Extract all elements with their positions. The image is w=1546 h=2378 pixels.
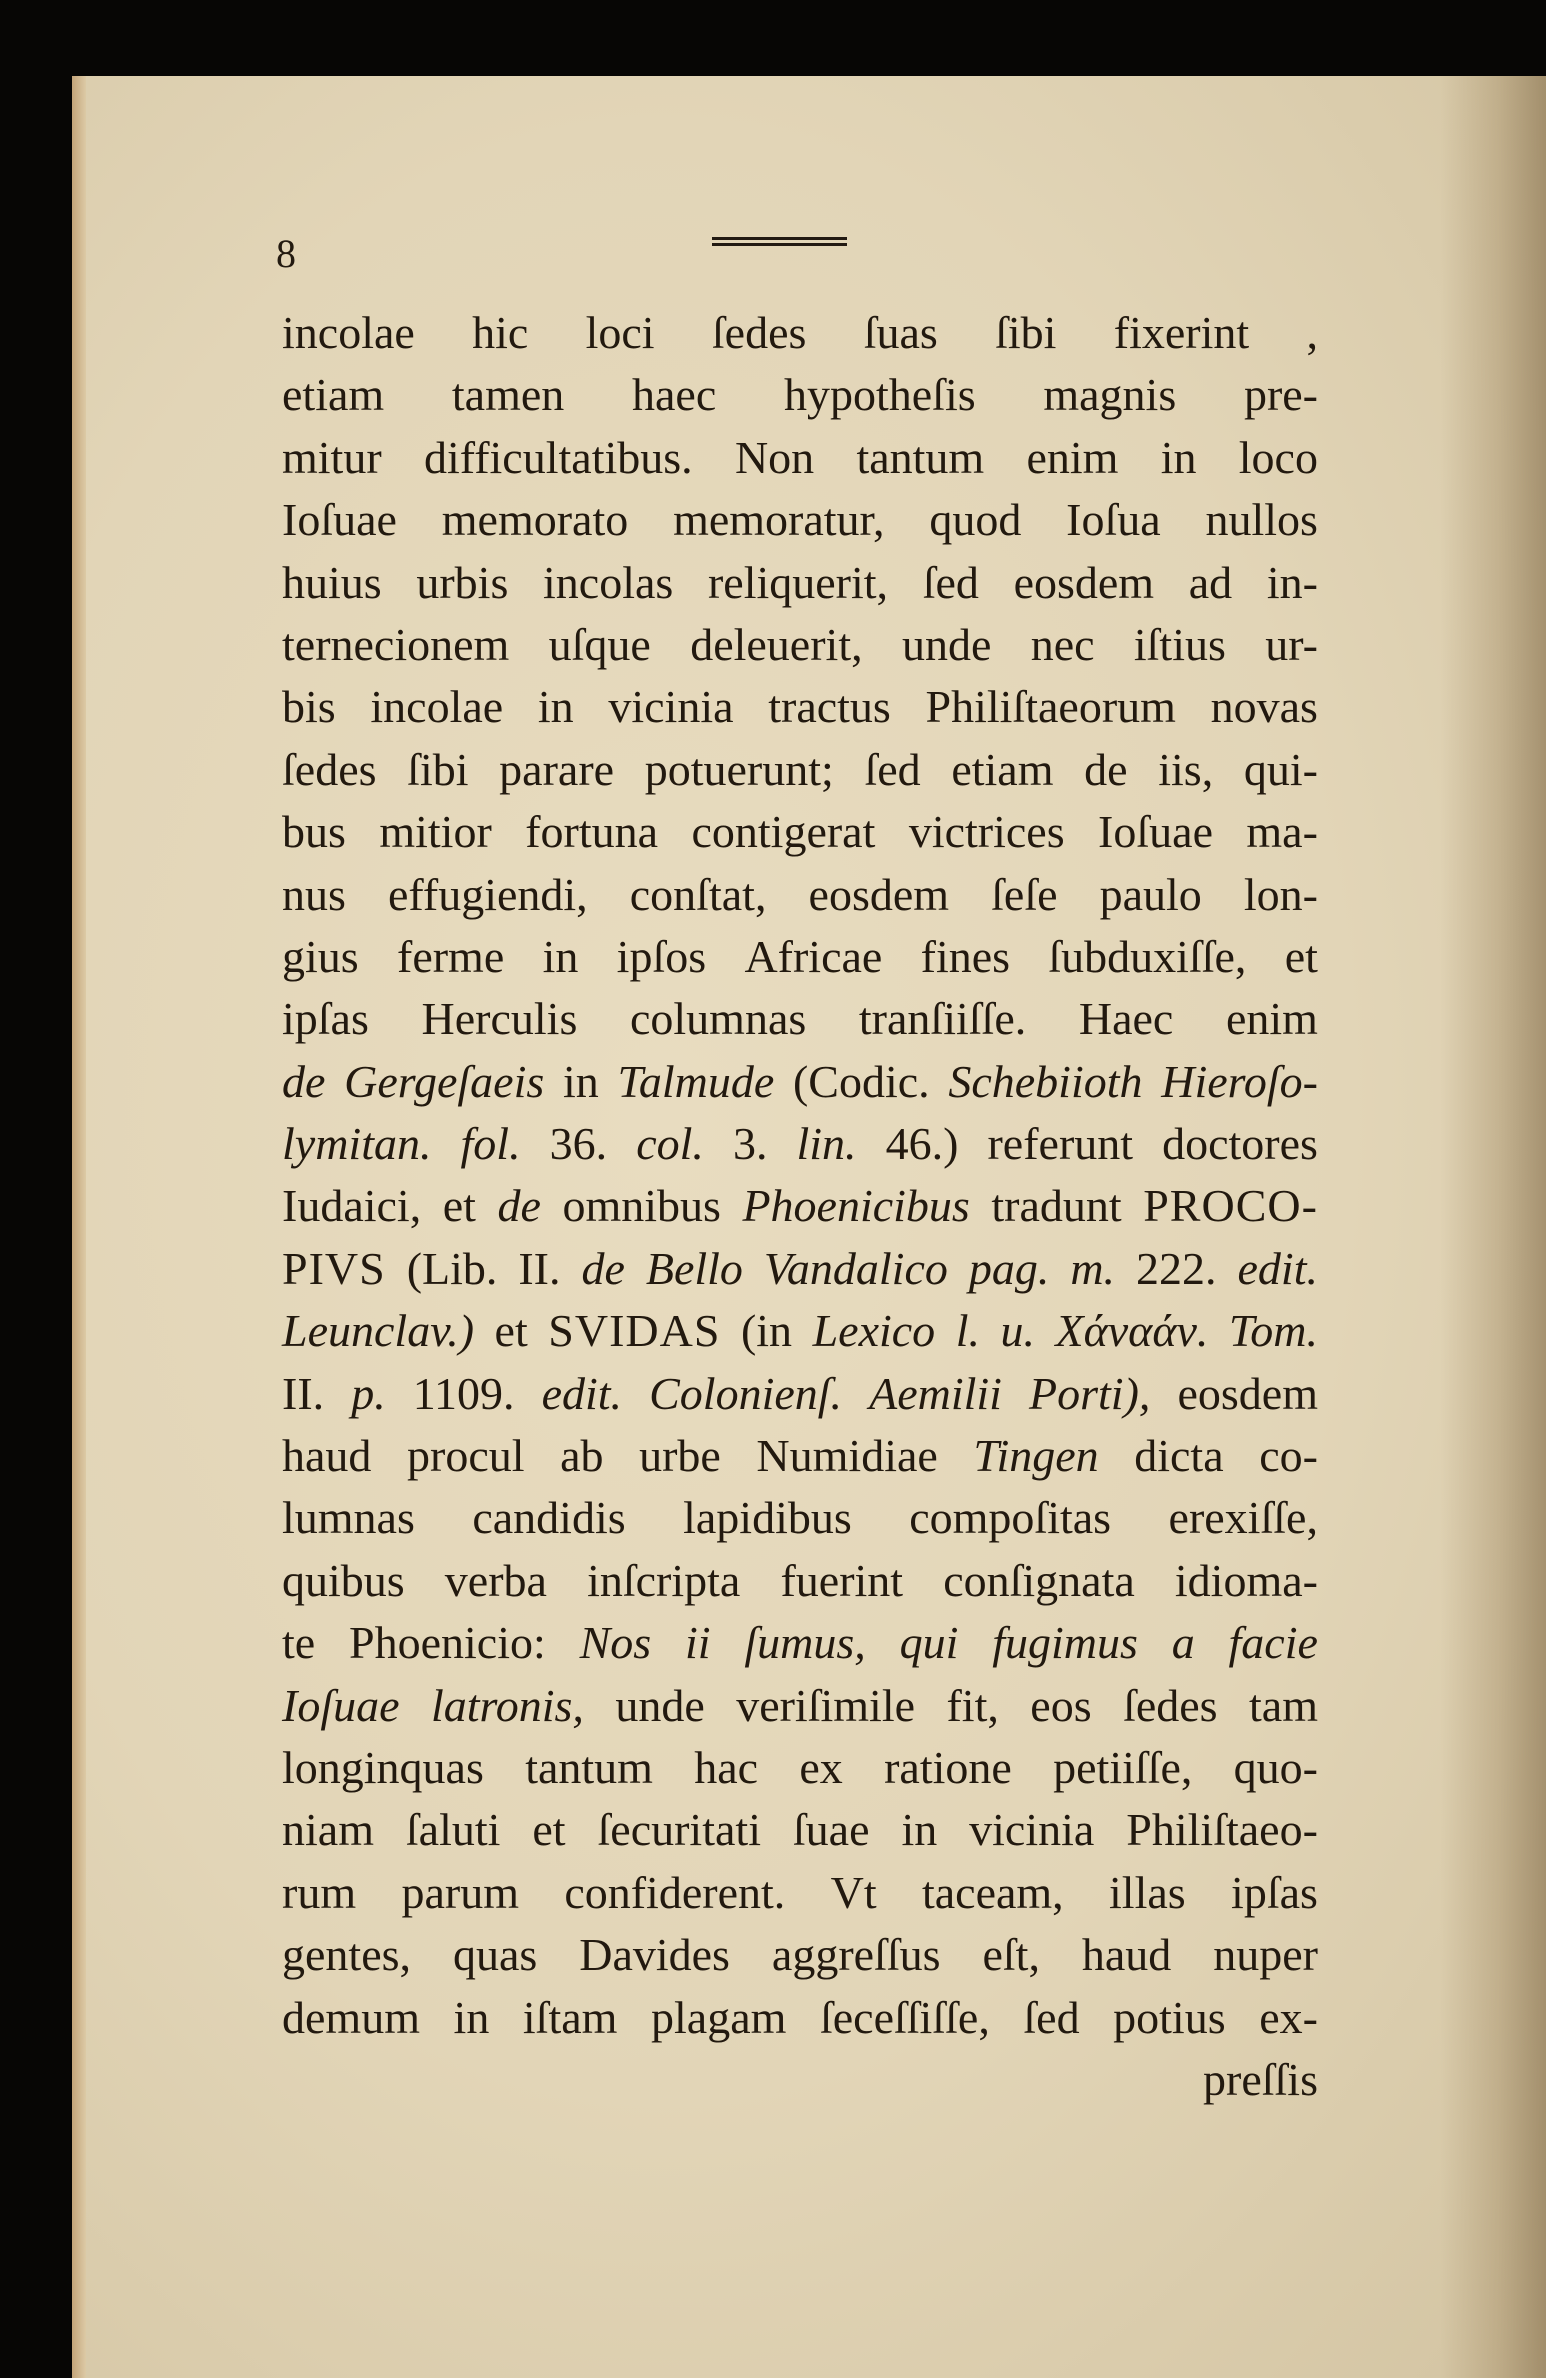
word: ſaluti — [405, 1804, 501, 1856]
word: Philiſtaeo- — [1126, 1804, 1318, 1856]
word: ipſas — [282, 993, 369, 1045]
word: iſtius — [1133, 618, 1226, 670]
word: fugimus — [992, 1617, 1138, 1669]
text-line — [282, 1675, 1318, 1737]
word: longinquas — [282, 1741, 484, 1793]
text-line — [282, 1924, 1318, 1986]
word: taceam, — [921, 1866, 1064, 1918]
word: conſtat, — [629, 868, 767, 920]
word: ternecionem — [282, 618, 510, 670]
word: enim — [1026, 431, 1119, 483]
word: 36. — [549, 1118, 608, 1170]
word: ur- — [1265, 618, 1318, 670]
word: lumnas — [282, 1492, 415, 1544]
word: etiam — [282, 369, 385, 421]
word: co- — [1259, 1430, 1318, 1482]
word: contigerat — [691, 806, 876, 858]
word: incolae — [370, 681, 504, 733]
word: uſque — [548, 618, 651, 670]
word: lapidibus — [683, 1492, 852, 1544]
word: col. — [636, 1118, 704, 1170]
word: (Codic. — [792, 1055, 930, 1107]
word: in — [901, 1804, 938, 1856]
word: petiiſſe, — [1053, 1741, 1193, 1793]
text-line — [282, 1425, 1318, 1487]
word: tantum — [525, 1741, 653, 1793]
word: ipſas — [1231, 1866, 1318, 1918]
word: Bello — [645, 1242, 743, 1294]
word: niam — [282, 1804, 374, 1856]
word: ſedes — [711, 307, 807, 358]
word: ſumus, — [744, 1617, 866, 1669]
word: loco — [1238, 431, 1318, 483]
word: tractus — [768, 681, 891, 733]
word: memorato — [441, 494, 629, 546]
word: nuper — [1213, 1929, 1318, 1981]
word: nec — [1030, 618, 1095, 670]
word: Colonienſ. — [649, 1367, 843, 1419]
word: iſtam — [522, 1991, 618, 2043]
text-line — [282, 1737, 1318, 1799]
word: lymitan. — [282, 1118, 432, 1170]
text-line — [282, 2049, 1318, 2111]
word: Herculis — [421, 993, 578, 1045]
word: tam — [1249, 1679, 1318, 1731]
text-line — [282, 364, 1318, 426]
body-text — [282, 302, 1318, 2111]
word: eosdem — [1177, 1367, 1318, 1419]
word: ſed — [864, 743, 921, 795]
word: Haec — [1078, 993, 1174, 1045]
word: incolas — [543, 556, 674, 608]
page-edge — [72, 76, 86, 2378]
word: demum — [282, 1991, 420, 2043]
word: reliquerit, — [707, 556, 889, 608]
word: erexiſſe, — [1168, 1492, 1318, 1544]
word: de — [581, 1242, 625, 1294]
word: Hieroſo- — [1161, 1055, 1318, 1107]
word: unde — [901, 618, 992, 670]
word: tantum — [856, 431, 985, 483]
text-line — [282, 1550, 1318, 1612]
text-line — [282, 801, 1318, 863]
word: Africae — [744, 930, 883, 982]
word: urbe — [639, 1430, 721, 1482]
word: Lexico — [812, 1305, 936, 1357]
word: bus — [282, 806, 346, 858]
word: tradunt — [991, 1180, 1122, 1232]
word: quo- — [1233, 1741, 1318, 1793]
word: et — [1284, 930, 1318, 982]
word: ratione — [884, 1741, 1012, 1793]
word: tranſiiſſe. — [858, 993, 1027, 1045]
word: idioma- — [1174, 1554, 1318, 1606]
word: Porti), — [1029, 1367, 1151, 1419]
word: hypotheſis — [783, 369, 976, 421]
text-line — [282, 552, 1318, 614]
word: in- — [1266, 556, 1318, 608]
word: omnibus — [562, 1180, 721, 1232]
word: 222. — [1136, 1242, 1217, 1294]
word: fit, — [946, 1679, 999, 1731]
text-line — [282, 614, 1318, 676]
word: Ioſua — [1066, 494, 1161, 546]
word: Phoenicio: — [349, 1617, 546, 1669]
word: vicinia — [969, 1804, 1095, 1856]
word: edit. — [1237, 1242, 1318, 1294]
word: ſeſe — [991, 868, 1058, 920]
word: (Lib. — [406, 1242, 498, 1294]
word: incolae — [282, 307, 415, 358]
word: memoratur, — [673, 494, 885, 546]
word: Vt — [830, 1866, 877, 1918]
word: edit. — [541, 1367, 623, 1419]
word: latronis, — [430, 1679, 584, 1731]
word: doctores — [1162, 1118, 1318, 1170]
text-line — [282, 926, 1318, 988]
word: lon- — [1243, 868, 1318, 920]
word: mitior — [379, 806, 492, 858]
word: ſuas — [863, 307, 938, 358]
word: te — [282, 1617, 316, 1669]
text-line — [282, 739, 1318, 801]
word: mitur — [282, 431, 382, 483]
word: illas — [1109, 1866, 1186, 1918]
word: ferme — [397, 930, 505, 982]
word: Ioſuae — [282, 1679, 400, 1731]
word: compoſitas — [909, 1492, 1112, 1544]
word: dicta — [1134, 1430, 1224, 1482]
word: facie — [1228, 1617, 1318, 1669]
word: Tom. — [1228, 1305, 1318, 1357]
word: parare — [499, 743, 615, 795]
word: Philiſtaeorum — [925, 681, 1176, 733]
word: in — [542, 930, 579, 982]
word: vicinia — [608, 681, 734, 733]
word: Ioſuae — [1098, 806, 1213, 858]
word: columnas — [629, 993, 807, 1045]
text-line — [282, 1113, 1318, 1175]
word: etiam — [951, 743, 1054, 795]
word: deleuerit, — [690, 618, 863, 670]
word: ſubduxiſſe, — [1048, 930, 1247, 982]
word: procul — [407, 1430, 525, 1482]
word: Gergeſaeis — [344, 1055, 545, 1107]
word: II. — [518, 1242, 561, 1294]
word: fuerint — [780, 1554, 904, 1606]
word: novas — [1210, 681, 1318, 733]
word: ipſos — [616, 930, 707, 982]
text-line — [282, 1238, 1318, 1300]
word: referunt — [987, 1118, 1134, 1170]
word: candidis — [472, 1492, 626, 1544]
word: SVIDAS — [548, 1305, 721, 1357]
word: paulo — [1099, 868, 1202, 920]
word: preſſis — [1203, 2053, 1318, 2105]
word: quibus — [282, 1554, 405, 1606]
word: hic — [472, 307, 529, 358]
word: ma- — [1246, 806, 1318, 858]
word: Numidiae — [756, 1430, 938, 1482]
word: et — [532, 1804, 566, 1856]
word: PROCO- — [1143, 1180, 1318, 1232]
word: eosdem — [1013, 556, 1155, 608]
word: veriſimile — [736, 1679, 916, 1731]
text-line — [282, 302, 1318, 364]
word: ii — [685, 1617, 711, 1669]
word: eos — [1030, 1679, 1092, 1731]
word: haud — [282, 1430, 372, 1482]
word: confiderent. — [564, 1866, 786, 1918]
word: quod — [929, 494, 1022, 546]
word: ſedes — [1123, 1679, 1218, 1731]
word: haud — [1081, 1929, 1172, 1981]
word: de — [1084, 743, 1128, 795]
word: gius — [282, 930, 359, 982]
word: loci — [585, 307, 655, 358]
word: nus — [282, 868, 346, 920]
word: hac — [694, 1741, 759, 1793]
text-line — [282, 676, 1318, 738]
word: in — [453, 1991, 490, 2043]
word: ſibi — [995, 307, 1057, 358]
binding-shadow — [1440, 76, 1546, 2378]
word: 3. — [732, 1118, 768, 1170]
word: Vandalico — [763, 1242, 948, 1294]
word: (in — [740, 1305, 793, 1357]
word: eſt, — [982, 1929, 1040, 1981]
word: ſibi — [407, 743, 469, 795]
word: enim — [1225, 993, 1318, 1045]
text-line — [282, 1051, 1318, 1113]
word: fines — [920, 930, 1011, 982]
word: aggreſſus — [771, 1929, 941, 1981]
word: unde — [615, 1679, 705, 1731]
word: gentes, — [282, 1929, 412, 1981]
word: conſignata — [943, 1554, 1135, 1606]
word: potuerunt; — [644, 743, 834, 795]
text-line — [282, 1363, 1318, 1425]
word: haec — [632, 369, 717, 421]
word: ſuae — [792, 1804, 870, 1856]
word: eosdem — [808, 868, 950, 920]
text-line — [282, 864, 1318, 926]
word: Non — [734, 431, 815, 483]
text-line — [282, 1175, 1318, 1237]
word: Leunclav.) — [282, 1305, 475, 1357]
word: iis, — [1158, 743, 1214, 795]
word: m. — [1070, 1242, 1116, 1294]
word: Schebiioth — [948, 1055, 1143, 1107]
word: pre- — [1243, 369, 1318, 421]
text-line — [282, 427, 1318, 489]
word: magnis — [1043, 369, 1177, 421]
word: 46.) — [885, 1118, 959, 1170]
text-line — [282, 1487, 1318, 1549]
word: l. — [955, 1305, 980, 1357]
word: Χάναάν. — [1055, 1305, 1209, 1357]
word: , — [1306, 307, 1318, 358]
word: de — [282, 1055, 326, 1107]
word: et — [442, 1180, 476, 1232]
word: pag. — [968, 1242, 1050, 1294]
word: huius — [282, 556, 382, 608]
word: ex- — [1259, 1991, 1318, 2043]
word: ex — [799, 1741, 843, 1793]
word: inſcripta — [587, 1554, 741, 1606]
word: in — [562, 1055, 599, 1107]
word: et — [494, 1305, 528, 1357]
word: Iudaici, — [282, 1180, 422, 1232]
text-line — [282, 1612, 1318, 1674]
word: qui- — [1243, 743, 1318, 795]
word: de — [497, 1180, 541, 1232]
word: Talmude — [617, 1055, 775, 1107]
word: PIVS — [282, 1242, 386, 1294]
word: Aemilii — [869, 1367, 1002, 1419]
word: II. — [282, 1367, 325, 1419]
word: ſedes — [282, 743, 377, 795]
word: plagam — [651, 1991, 787, 2043]
word: Davides — [579, 1929, 730, 1981]
word: fortuna — [525, 806, 659, 858]
word: 1109. — [412, 1367, 515, 1419]
word: Phoenicibus — [742, 1180, 970, 1232]
header-ornament-rule — [712, 237, 847, 251]
word: tamen — [451, 369, 565, 421]
text-line — [282, 988, 1318, 1050]
word: p. — [351, 1367, 386, 1419]
word: verba — [444, 1554, 547, 1606]
word: ab — [560, 1430, 604, 1482]
word: quas — [452, 1929, 538, 1981]
text-line — [282, 489, 1318, 551]
word: qui — [899, 1617, 959, 1669]
word: urbis — [416, 556, 509, 608]
word: ſecuritati — [597, 1804, 761, 1856]
word: parum — [401, 1866, 519, 1918]
word: lin. — [796, 1118, 857, 1170]
word: a — [1171, 1617, 1195, 1669]
word: Tingen — [973, 1430, 1099, 1482]
word: effugiendi, — [387, 868, 588, 920]
word: victrices — [908, 806, 1065, 858]
word: bis — [282, 681, 336, 733]
text-line — [282, 1799, 1318, 1861]
word: ſed — [1023, 1991, 1080, 2043]
word: ſed — [922, 556, 979, 608]
word: Ioſuae — [282, 494, 397, 546]
text-line — [282, 1987, 1318, 2049]
page-number: 8 — [276, 231, 296, 276]
word: rum — [282, 1866, 357, 1918]
word: difficultatibus. — [423, 431, 693, 483]
word: ſeceſſiſſe, — [819, 1991, 990, 2043]
word: in — [537, 681, 574, 733]
text-line — [282, 1300, 1318, 1362]
word: fixerint — [1113, 307, 1250, 358]
word: nullos — [1205, 494, 1318, 546]
word: potius — [1113, 1991, 1226, 2043]
word: in — [1160, 431, 1197, 483]
word: Nos — [579, 1617, 652, 1669]
word: ad — [1188, 556, 1233, 608]
text-line — [282, 1862, 1318, 1924]
word: u. — [1000, 1305, 1035, 1357]
word: fol. — [460, 1118, 521, 1170]
